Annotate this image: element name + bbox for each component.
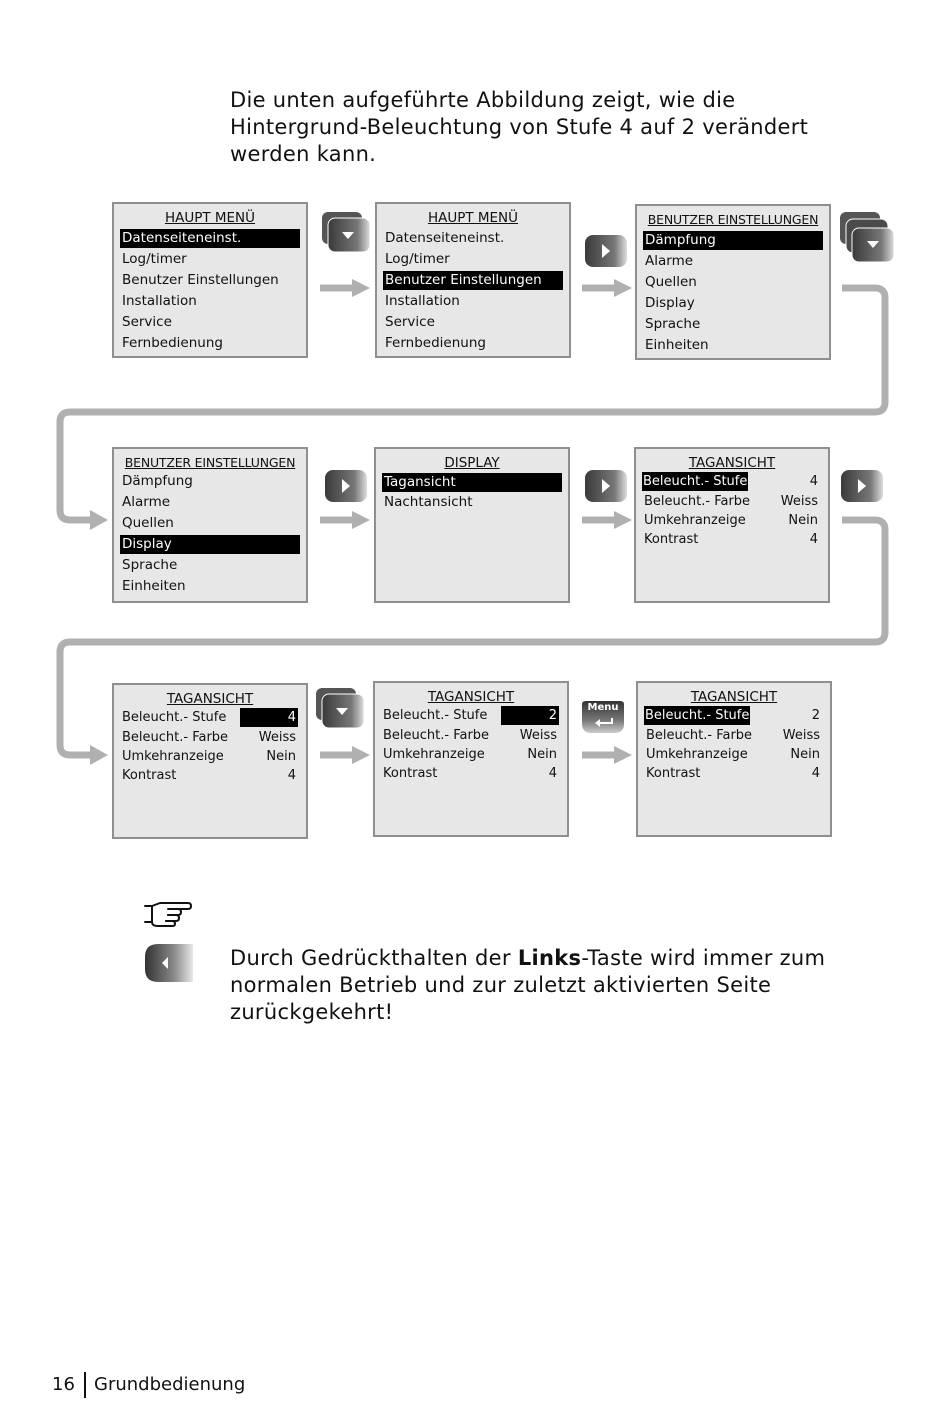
setting-value: 4 (809, 474, 818, 489)
right-key-icon (584, 469, 628, 503)
menu-item: Sprache (122, 557, 178, 573)
screen-title: BENUTZER EINSTELLUNGEN (124, 455, 296, 470)
setting-row (120, 708, 296, 727)
screen-main-menu-2 (375, 202, 571, 358)
menu-item: Datenseiteneinst. (385, 230, 505, 246)
screen-day-view-2 (112, 683, 308, 839)
note-text-start: Durch Gedrückthalten der (230, 946, 518, 970)
menu-item: Alarme (645, 253, 694, 269)
page-number: 16 (52, 1374, 75, 1395)
menu-item: Dämpfung (122, 473, 193, 489)
menu-item: Fernbedienung (122, 335, 223, 351)
setting-value: 2 (811, 708, 820, 723)
menu-item: Dämpfung (643, 231, 823, 250)
flow-arrow-icon (614, 279, 632, 297)
screen-day-view-4 (636, 681, 832, 837)
menu-item: Sprache (645, 316, 701, 332)
menu-item: Installation (385, 293, 460, 309)
flow-arrow-icon (352, 746, 370, 764)
screen-display (374, 447, 570, 603)
setting-row (644, 745, 820, 764)
setting-row (381, 726, 557, 745)
setting-label: Umkehranzeige (122, 749, 224, 764)
menu-item: Einheiten (122, 578, 186, 594)
setting-row (381, 745, 557, 764)
right-key-icon (584, 234, 628, 268)
setting-label: Umkehranzeige (383, 747, 485, 762)
menu-item: Service (122, 314, 172, 330)
setting-row (381, 706, 557, 725)
setting-row (120, 728, 296, 747)
section-name: Grundbedienung (94, 1374, 246, 1395)
note-text-bold: Links (517, 946, 582, 970)
down-key-icon (840, 212, 896, 266)
setting-row (644, 706, 820, 725)
setting-label: Kontrast (646, 766, 701, 781)
screen-title: TAGANSICHT (688, 455, 776, 471)
screen-user-settings-2 (112, 447, 308, 603)
screen-title: HAUPT MENÜ (164, 210, 256, 226)
setting-label: Umkehranzeige (644, 513, 746, 528)
setting-row (644, 726, 820, 745)
setting-label: Beleucht.- Farbe (122, 730, 229, 745)
setting-row (120, 766, 296, 785)
menu-key-label: Menu (587, 702, 619, 713)
setting-row (642, 530, 818, 549)
flow-arrow-icon (352, 511, 370, 529)
setting-row (644, 764, 820, 783)
setting-value: Nein (790, 747, 820, 762)
setting-label: Kontrast (383, 766, 438, 781)
footer-divider (84, 1372, 86, 1398)
screen-title: TAGANSICHT (427, 689, 515, 705)
setting-row (642, 511, 818, 530)
flow-arrow-icon (90, 510, 108, 530)
setting-label: Beleucht.- Stufe (645, 708, 750, 723)
menu-item: Service (385, 314, 435, 330)
screen-title: TAGANSICHT (166, 691, 254, 707)
menu-item: Benutzer Einstellungen (383, 271, 563, 290)
setting-label: Beleucht.- Stufe (383, 708, 488, 723)
setting-label: Beleucht.- Farbe (644, 494, 751, 509)
screen-title: HAUPT MENÜ (427, 210, 519, 226)
screen-day-view-1 (634, 447, 830, 603)
menu-item: Display (120, 535, 300, 554)
setting-label: Umkehranzeige (646, 747, 748, 762)
setting-label: Beleucht.- Stufe (122, 710, 227, 725)
screen-title: BENUTZER EINSTELLUNGEN (647, 212, 819, 227)
menu-item: Alarme (122, 494, 171, 510)
menu-item: Benutzer Einstellungen (122, 272, 279, 288)
menu-item: Quellen (645, 274, 697, 290)
setting-label: Beleucht.- Farbe (383, 728, 490, 743)
menu-item: Tagansicht (382, 473, 562, 492)
menu-item: Log/timer (385, 251, 450, 267)
setting-label: Kontrast (644, 532, 699, 547)
setting-row (381, 764, 557, 783)
setting-row (642, 492, 818, 511)
setting-value: Weiss (258, 730, 296, 745)
flow-arrow-icon (352, 279, 370, 297)
right-key-icon (324, 469, 368, 503)
setting-value: 4 (811, 766, 820, 781)
pointing-hand-icon (142, 900, 192, 928)
setting-value: Weiss (782, 728, 820, 743)
menu-item: Fernbedienung (385, 335, 486, 351)
setting-value: Nein (527, 747, 557, 762)
flow-arrow-icon (614, 511, 632, 529)
setting-value: Nein (788, 513, 818, 528)
screen-title: DISPLAY (444, 455, 500, 471)
setting-row (120, 747, 296, 766)
setting-value: Weiss (780, 494, 818, 509)
menu-item: Log/timer (122, 251, 187, 267)
setting-value: 2 (501, 706, 559, 725)
down-key-icon (316, 688, 366, 732)
note-text (230, 945, 890, 1026)
down-key-icon (322, 212, 372, 256)
setting-label: Kontrast (122, 768, 177, 783)
setting-value: 4 (240, 708, 298, 727)
flow-arrow-icon (614, 746, 632, 764)
setting-value: 4 (809, 532, 818, 547)
menu-item: Installation (122, 293, 197, 309)
intro-text: Die unten aufgeführte Abbildung zeigt, wie die Hintergrund-Beleuchtung von Stufe 4 auf 2 verändert werden kann. (230, 88, 809, 166)
flow-arrow-icon (90, 745, 108, 765)
menu-item: Quellen (122, 515, 174, 531)
setting-label: Beleucht.- Stufe (643, 474, 748, 489)
screen-title: TAGANSICHT (690, 689, 778, 705)
screen-main-menu-1 (112, 202, 308, 358)
screen-day-view-3 (373, 681, 569, 837)
menu-item: Datenseiteneinst. (120, 229, 300, 248)
setting-row (642, 472, 818, 491)
menu-key (580, 700, 626, 734)
setting-value: Nein (266, 749, 296, 764)
setting-value: 4 (287, 768, 296, 783)
setting-value: Weiss (519, 728, 557, 743)
note-text-end: -Taste wird immer zum normalen Betrieb und zur zuletzt aktivierten Seite zurückgekehrt! (230, 946, 826, 1024)
right-key-icon (840, 469, 884, 503)
menu-item: Display (645, 295, 695, 311)
menu-item: Einheiten (645, 337, 709, 353)
left-key-icon (144, 943, 194, 983)
setting-label: Beleucht.- Farbe (646, 728, 753, 743)
menu-item: Nachtansicht (384, 494, 473, 510)
screen-user-settings-1 (635, 204, 831, 360)
setting-value: 4 (548, 766, 557, 781)
